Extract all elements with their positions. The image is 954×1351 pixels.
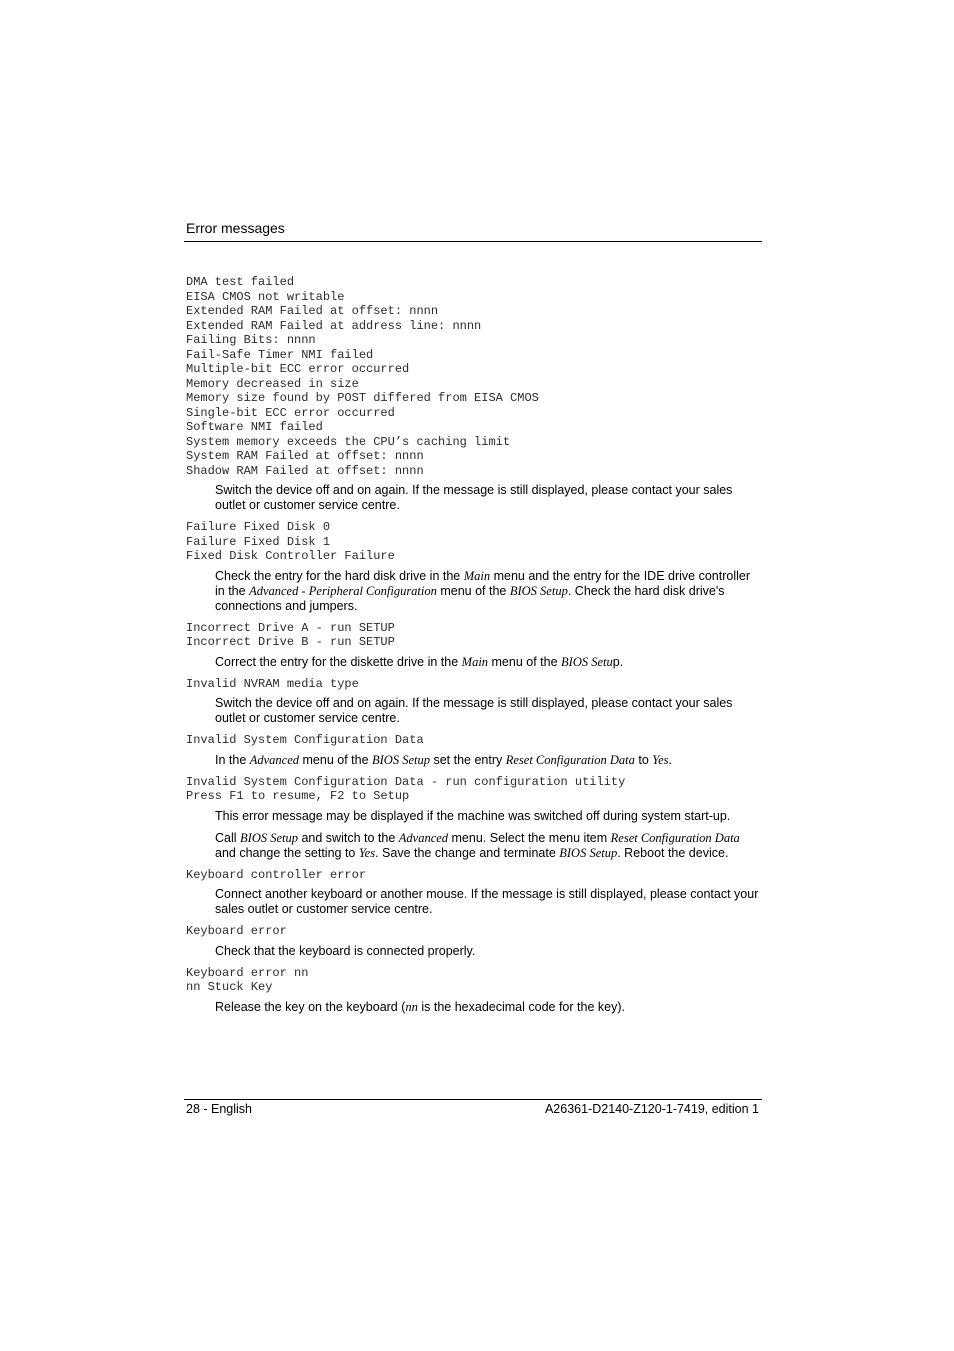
error-description: Correct the entry for the diskette drive in the Main menu of the BIOS Setup. [215, 654, 624, 669]
error-code: Memory decreased in size [186, 376, 359, 391]
error-code: nn Stuck Key [186, 980, 273, 994]
page-header-title: Error messages [186, 220, 285, 236]
error-code: Press F1 to resume, F2 to Setup [186, 789, 410, 803]
error-code: Incorrect Drive B - run SETUP [186, 635, 395, 649]
footer-doc-id: A26361-D2140-Z120-1-7419, edition 1 [544, 1102, 759, 1116]
footer-page-number: 28 - English [186, 1102, 253, 1116]
error-codes [186, 275, 762, 478]
error-code: System RAM Failed at offset: nnnn [186, 449, 424, 463]
error-code: EISA CMOS not writable [186, 289, 345, 304]
error-description: Switch the device off and on again. If the message is still displayed, please contact your sales outlet or customer service centre. [215, 696, 733, 725]
error-description: Connect another keyboard or another mouse. If the message is still displayed, please contact your sales outlet or customer service centre. [215, 887, 759, 916]
error-codes [186, 621, 762, 650]
error-codes [186, 868, 762, 883]
error-description: Switch the device off and on again. If the message is still displayed, please contact your sales outlet or customer service centre. [215, 483, 733, 512]
footer-rule [184, 1099, 762, 1100]
error-codes [186, 677, 762, 692]
header-rule [184, 241, 762, 242]
error-code: Failure Fixed Disk 1 [186, 534, 331, 549]
error-code: Keyboard controller error [186, 867, 367, 882]
error-description: Release the key on the keyboard (nn is the hexadecimal code for the key). [215, 999, 625, 1014]
error-code: Invalid System Configuration Data [186, 733, 424, 747]
error-code: Single-bit ECC error occurred [186, 405, 395, 420]
error-code: Memory size found by POST differed from EISA CMOS [186, 391, 539, 405]
error-codes [186, 520, 762, 564]
error-code: System memory exceeds the CPU’s caching limit [186, 434, 511, 449]
error-code: Invalid NVRAM media type [186, 676, 359, 691]
error-code: Failure Fixed Disk 0 [186, 520, 331, 534]
error-codes [186, 733, 762, 748]
error-description: Check that the keyboard is connected properly. [215, 943, 476, 958]
error-code: Fail-Safe Timer NMI failed [186, 347, 374, 362]
error-code: Multiple-bit ECC error occurred [186, 362, 410, 376]
error-codes [186, 966, 762, 995]
error-code: Software NMI failed [186, 420, 323, 434]
error-code: Shadow RAM Failed at offset: nnnn [186, 463, 424, 478]
error-code: Extended RAM Failed at offset: nnnn [186, 304, 439, 318]
error-code: Keyboard error [186, 924, 287, 938]
error-code: Incorrect Drive A - run SETUP [186, 620, 395, 635]
error-description: In the Advanced menu of the BIOS Setup set the entry Reset Configuration Data to Yes. [215, 752, 672, 767]
error-description: This error message may be displayed if the machine was switched off during system start-up. [215, 808, 731, 823]
error-code: Extended RAM Failed at address line: nnnn [186, 318, 482, 333]
error-code: Invalid System Configuration Data - run configuration utility [186, 774, 626, 789]
error-message-list [186, 275, 762, 1022]
error-code: DMA test failed [186, 275, 295, 289]
error-description: Call BIOS Setup and switch to the Advanced menu. Select the menu item Reset Configuration Data and change the setting to Yes. Save the change and terminate BIOS Setup. Reboot the device. [215, 830, 740, 860]
error-codes [186, 775, 762, 804]
error-code: Keyboard error nn [186, 965, 309, 980]
error-codes [186, 924, 762, 939]
error-code: Failing Bits: nnnn [186, 333, 316, 347]
error-code: Fixed Disk Controller Failure [186, 549, 395, 563]
error-description: Check the entry for the hard disk drive in the Main menu and the entry for the IDE drive controller in the Advanced - Peripheral Configuration menu of the BIOS Setup. Check the hard disk drive's connections and jumpers. [215, 568, 750, 613]
